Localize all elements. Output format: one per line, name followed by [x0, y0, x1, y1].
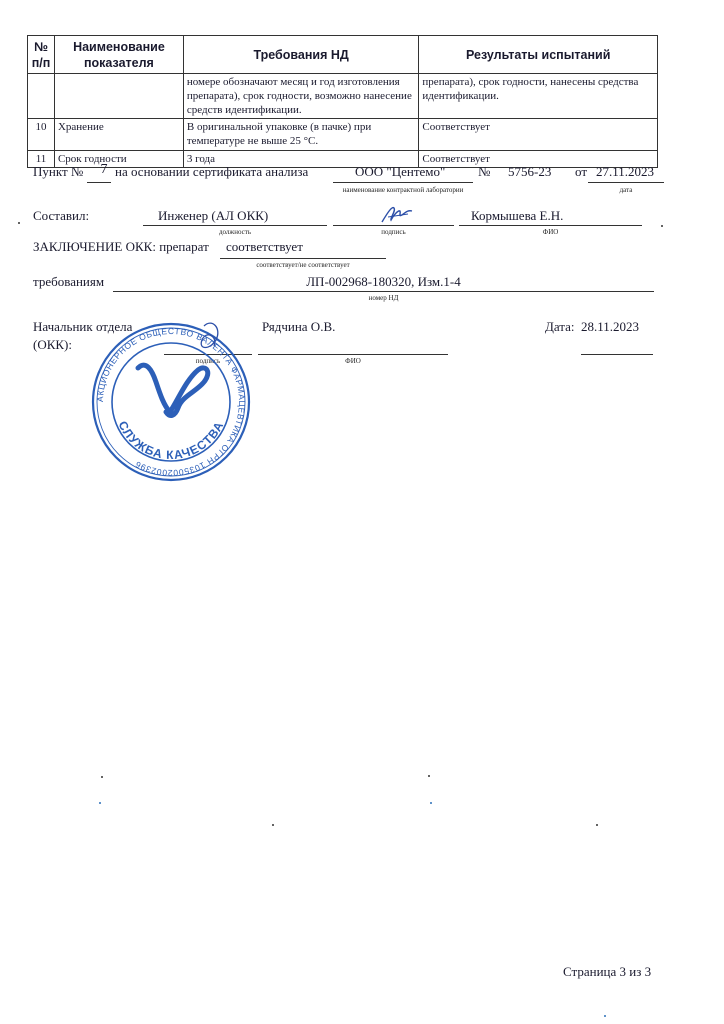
head-name-caption: ФИО [345, 357, 361, 365]
head-date-label: Дата: [545, 319, 575, 334]
scan-speck [18, 222, 20, 224]
compiled-position-caption: должность [218, 228, 252, 236]
punkt-label: Пункт № [33, 164, 84, 179]
scan-speck [596, 824, 598, 826]
row-requirement: 3 года [183, 151, 419, 168]
nd-caption: номер НД [368, 294, 399, 302]
quality-stamp-icon [86, 320, 256, 485]
scan-speck [272, 824, 274, 826]
table-row [28, 119, 658, 151]
punkt-number: 7 [100, 162, 108, 177]
requirements-label: требованиям [33, 274, 105, 289]
punkt-number-line [87, 182, 111, 183]
lab-line [333, 182, 473, 183]
head-signature-caption: подпись [195, 357, 221, 365]
compiled-signature-icon [378, 202, 418, 226]
head-date-line [581, 354, 653, 355]
compiled-name-line [459, 225, 642, 226]
scan-speck [661, 225, 663, 227]
specification-table [27, 35, 658, 168]
conclusion-value-caption: соответствует/не соответствует [256, 261, 350, 269]
header-requirements: Требования НД [183, 36, 419, 74]
row-result: Соответствует [419, 151, 658, 168]
scan-speck [430, 802, 432, 804]
compiled-signature-caption: подпись [381, 228, 406, 236]
cert-date-line [588, 182, 664, 183]
row-name: Хранение [54, 119, 183, 151]
compiled-name-caption: ФИО [542, 228, 559, 236]
row-num [28, 74, 55, 119]
row-num: 11 [28, 151, 55, 168]
row-requirement: номере обозначают месяц и год изготовления препарата), срок годности, возможно нанесение средств идентификации. [183, 74, 419, 119]
header-results: Результаты испытаний [419, 36, 658, 74]
row-name: Срок годности [54, 151, 183, 168]
conclusion-label: ЗАКЛЮЧЕНИЕ ОКК: препарат [33, 239, 209, 254]
cert-from-label: от [575, 164, 588, 179]
scan-speck [101, 776, 103, 778]
cert-number: 5756-23 [508, 164, 552, 179]
stamp-outer-text: АКЦИОНЕРНОЕ ОБЩЕСТВО ВАЛЕНТА ФАРМАЦЕВТИКА ОГРН 1035002002396 [94, 325, 248, 479]
scan-speck [604, 1015, 606, 1017]
compiled-position-line [143, 225, 327, 226]
nd-line [113, 291, 654, 292]
cert-date: 27.11.2023 [596, 164, 655, 179]
lab-caption: наименование контрактной лаборатории [342, 186, 464, 194]
header-indicator: Наименование показателя [54, 36, 183, 74]
punkt-basis: на основании сертификата анализа [115, 164, 309, 179]
conclusion-value-line [220, 258, 386, 259]
row-result: препарата), срок годности, нанесены средства идентификации. [419, 74, 658, 119]
compiled-label: Составил: [33, 208, 90, 223]
cert-no-label: № [478, 164, 491, 179]
scan-speck [428, 775, 430, 777]
stamp-inner-text: СЛУЖБА КАЧЕСТВА [115, 418, 227, 463]
head-date: 28.11.2023 [581, 319, 640, 334]
head-name: Рядчина О.В. [262, 319, 336, 334]
head-name-line [258, 354, 448, 355]
header-num: № п/п [28, 36, 55, 74]
table-row [28, 74, 658, 119]
head-label-line1: Начальник отдела [33, 319, 133, 334]
conclusion-value: соответствует [226, 239, 303, 254]
cert-date-caption: дата [619, 186, 633, 194]
lab-name: ООО "Центемо" [355, 164, 446, 179]
compiled-name: Кормышева Е.Н. [471, 208, 564, 223]
nd-number: ЛП-002968-180320, Изм.1-4 [306, 274, 461, 289]
row-result: Соответствует [419, 119, 658, 151]
row-requirement: В оригинальной упаковке (в пачке) при температуре не выше 25 °С. [183, 119, 419, 151]
page-number: Страница 3 из 3 [563, 964, 652, 979]
row-num: 10 [28, 119, 55, 151]
head-label-line2: (ОКК): [33, 337, 72, 352]
row-name [54, 74, 183, 119]
table-header-row [28, 36, 658, 74]
compiled-position: Инженер (АЛ ОКК) [158, 208, 269, 223]
scan-speck [99, 802, 101, 804]
